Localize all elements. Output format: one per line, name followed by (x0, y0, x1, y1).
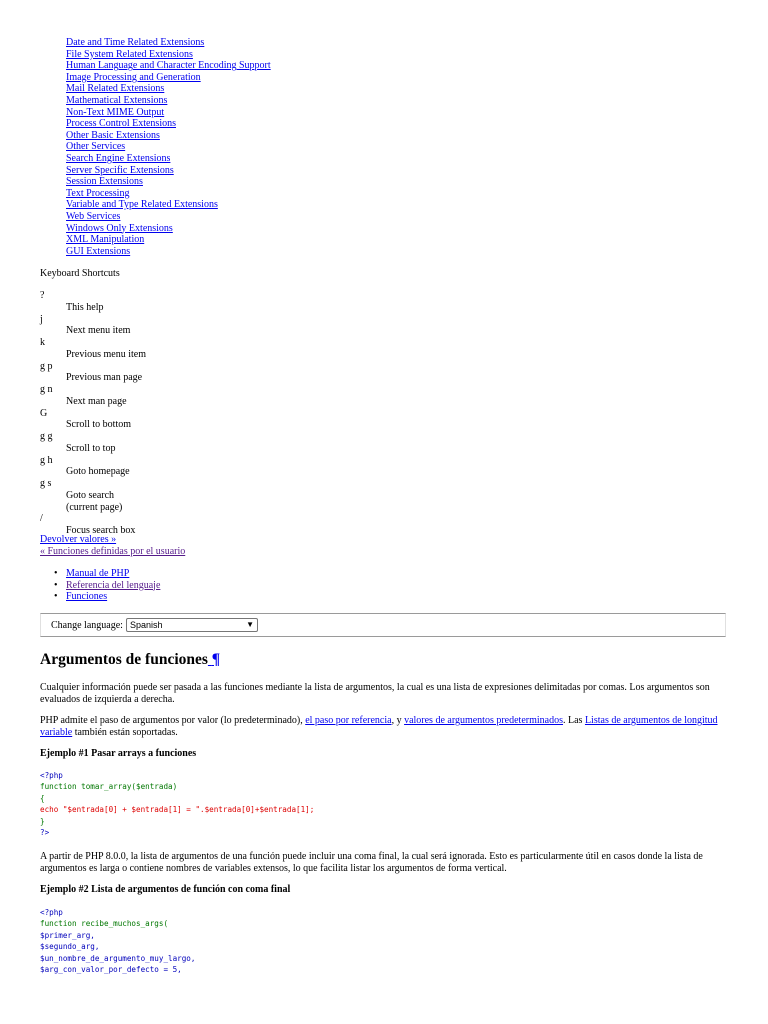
list-item (66, 234, 271, 246)
extension-link[interactable]: Image Processing and Generation (66, 71, 201, 83)
extension-link[interactable]: Windows Only Extensions (66, 222, 173, 234)
page-title: Argumentos de funciones ¶ (40, 651, 221, 668)
breadcrumb-item (40, 568, 160, 580)
extension-link[interactable]: Mail Related Extensions (66, 83, 165, 95)
by-reference-link[interactable]: el paso por referencia (305, 715, 392, 726)
list-item (66, 199, 271, 211)
shortcut-desc: Scroll to bottom (66, 419, 131, 431)
default-values-link[interactable]: valores de argumentos predeterminados (404, 715, 563, 726)
shortcut-key: ? (40, 290, 45, 301)
example1-title: Ejemplo #1 Pasar arrays a funciones (40, 748, 197, 759)
extension-link[interactable]: Other Services (66, 141, 126, 153)
code-line: $un_nombre_de_argumento_muy_largo, (40, 953, 196, 963)
shortcut-key: g n (40, 384, 53, 395)
shortcut-desc-extra: (current page) (66, 501, 123, 513)
list-item (66, 72, 271, 84)
language-select[interactable] (126, 618, 258, 632)
code-line: $primer_arg, (40, 930, 95, 940)
paragraph-intro: Cualquier información puede ser pasada a las funciones mediante la lista de argumentos, la cual es una lista de expresiones delimitadas por comas. Los argumentos son evaluados de izquierda a derecha. (40, 682, 710, 705)
code-line: function tomar_array($entrada) (40, 782, 178, 792)
variable-length-link[interactable]: Listas de argumentos de longitud variable (40, 715, 718, 738)
code-line: { (40, 793, 45, 803)
shortcut-desc: Previous menu item (66, 348, 146, 360)
example1-code (40, 770, 314, 838)
shortcut-desc: Previous man page (66, 372, 143, 384)
extensions-list (40, 37, 271, 257)
code-line: } (40, 816, 45, 826)
anchor-link[interactable]: ¶ (211, 651, 221, 668)
list-item (66, 60, 271, 72)
shortcuts-list (40, 290, 146, 537)
paragraph-trailing-comma: A partir de PHP 8.0.0, la lista de argumentos de una función puede incluir una coma final, la cual será ignorada. Esto es particularmente útil en casos donde la lista de argumentos es larga o contiene nombres de variables extensos, lo que facilita listar los argumentos de forma vertical. (40, 851, 703, 874)
list-item (66, 107, 271, 119)
list-item (66, 49, 271, 61)
breadcrumb-link[interactable]: Referencia del lenguaje (66, 579, 161, 591)
prev-page-link[interactable]: « Funciones definidas por el usuario (40, 545, 186, 557)
code-line: echo "$entrada[0] + $entrada[1] = ".$entrada[0]+$entrada[1]; (40, 805, 315, 815)
list-item (66, 141, 271, 153)
extension-link[interactable]: Date and Time Related Extensions (66, 37, 205, 48)
extension-link[interactable]: Session Extensions (66, 176, 143, 188)
shortcut-desc: Goto homepage (66, 466, 130, 478)
shortcut-key: j (40, 313, 43, 325)
extension-link[interactable]: Non-Text MIME Output (66, 106, 165, 118)
breadcrumb-link[interactable]: Manual de PHP (66, 568, 130, 579)
paragraph-passing: PHP admite el paso de argumentos por valor (lo predeterminado), el paso por referencia, y valores de argumentos predeterminados. Las Listas de argumentos de longitud variable también están soportadas. (40, 715, 718, 738)
shortcut-key: k (40, 337, 45, 348)
example2-code (40, 907, 195, 975)
shortcut-key: g h (40, 454, 53, 466)
breadcrumb-link[interactable]: Funciones (66, 591, 108, 602)
extension-link[interactable]: Process Control Extensions (66, 118, 176, 130)
shortcut-key: g g (40, 431, 53, 442)
change-language-bar (40, 613, 726, 637)
code-line: $segundo_arg, (40, 942, 100, 952)
code-line: <?php (40, 771, 63, 780)
extension-link[interactable]: GUI Extensions (66, 245, 131, 257)
code-line: ?> (40, 828, 50, 838)
list-item (66, 118, 271, 130)
list-item (66, 130, 271, 142)
list-item (66, 153, 271, 165)
extension-link[interactable]: Search Engine Extensions (66, 152, 171, 164)
shortcut-key: g s (40, 478, 52, 489)
extension-link[interactable]: File System Related Extensions (66, 48, 193, 60)
shortcut-key: G (40, 407, 48, 419)
extension-link[interactable]: Other Basic Extensions (66, 129, 160, 141)
extension-link[interactable]: Server Specific Extensions (66, 164, 174, 176)
extension-link[interactable]: Human Language and Character Encoding Support (66, 60, 271, 72)
shortcut-desc: Goto search (66, 489, 115, 501)
next-page-link[interactable]: Devolver valores » (40, 534, 117, 545)
language-select-value: Spanish (130, 620, 163, 630)
breadcrumb-item (40, 591, 160, 603)
list-item (66, 37, 271, 49)
shortcut-desc: Next menu item (66, 325, 131, 337)
breadcrumb (40, 568, 160, 603)
chevron-down-icon: ▼ (246, 620, 254, 629)
extension-link[interactable]: Text Processing (66, 187, 130, 199)
example2-title: Ejemplo #2 Lista de argumentos de función con coma final (40, 884, 291, 895)
extension-link[interactable]: Variable and Type Related Extensions (66, 199, 218, 211)
list-item (66, 246, 271, 258)
list-item (66, 223, 271, 235)
list-item (66, 176, 271, 188)
shortcut-desc: Next man page (66, 395, 127, 407)
shortcut-desc: Focus search box (66, 525, 136, 536)
shortcut-key: / (40, 513, 43, 525)
list-item (66, 211, 271, 223)
extension-link[interactable]: XML Manipulation (66, 234, 145, 246)
list-item (66, 83, 271, 95)
list-item (66, 188, 271, 200)
change-language-label: Change language: (51, 620, 123, 631)
extension-link[interactable]: Mathematical Extensions (66, 94, 168, 106)
list-item (66, 165, 271, 177)
page-navigation (40, 534, 185, 557)
code-line: $arg_con_valor_por_defecto = 5, (40, 965, 182, 975)
shortcut-desc: Scroll to top (66, 442, 116, 454)
shortcut-desc: This help (66, 301, 104, 313)
code-line: function recibe_muchos_args( (40, 919, 169, 929)
extension-link[interactable]: Web Services (66, 210, 121, 222)
breadcrumb-item (40, 580, 160, 592)
code-line: <?php (40, 908, 63, 917)
shortcut-key: g p (40, 360, 53, 372)
shortcuts-title: Keyboard Shortcuts (40, 268, 120, 279)
list-item (66, 95, 271, 107)
